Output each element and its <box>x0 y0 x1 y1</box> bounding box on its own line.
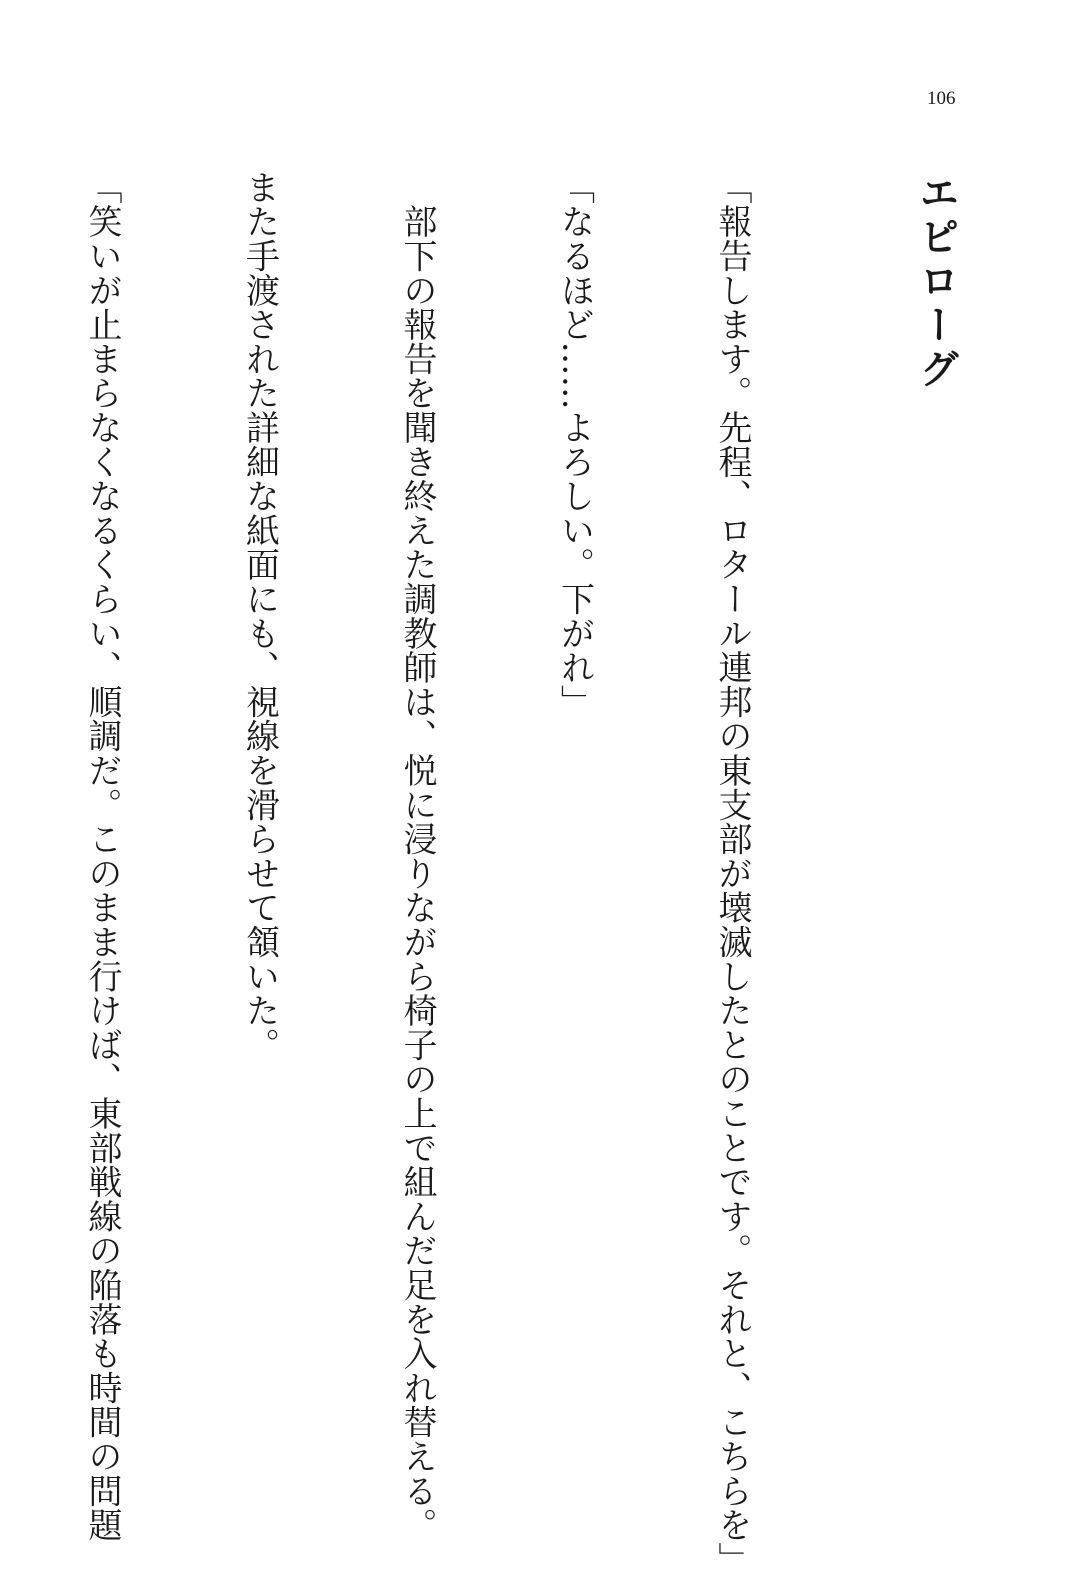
text-line: 部下の報告を聞き終えた調教師は、悦に浸りながら椅子の上で組んだ足を入れ替える。 <box>397 170 437 1542</box>
text-line: 「笑いが止まらなくなるくらい、順調だ。このまま行けば、東部戦線の陥落も時間の問題 <box>82 170 122 1542</box>
body-text <box>0 170 863 1576</box>
text-line: また手渡された詳細な紙面にも、視線を滑らせて頷いた。 <box>239 170 280 1062</box>
chapter-title: エピローグ <box>913 172 959 392</box>
page-number: 106 <box>927 88 956 109</box>
text-line: 「報告します。先程、ロタール連邦の東支部が壊滅したとのことです。それと、こちらを」 <box>712 170 752 1576</box>
text-line: 「なるほど……よろしい。下がれ」 <box>554 170 595 719</box>
